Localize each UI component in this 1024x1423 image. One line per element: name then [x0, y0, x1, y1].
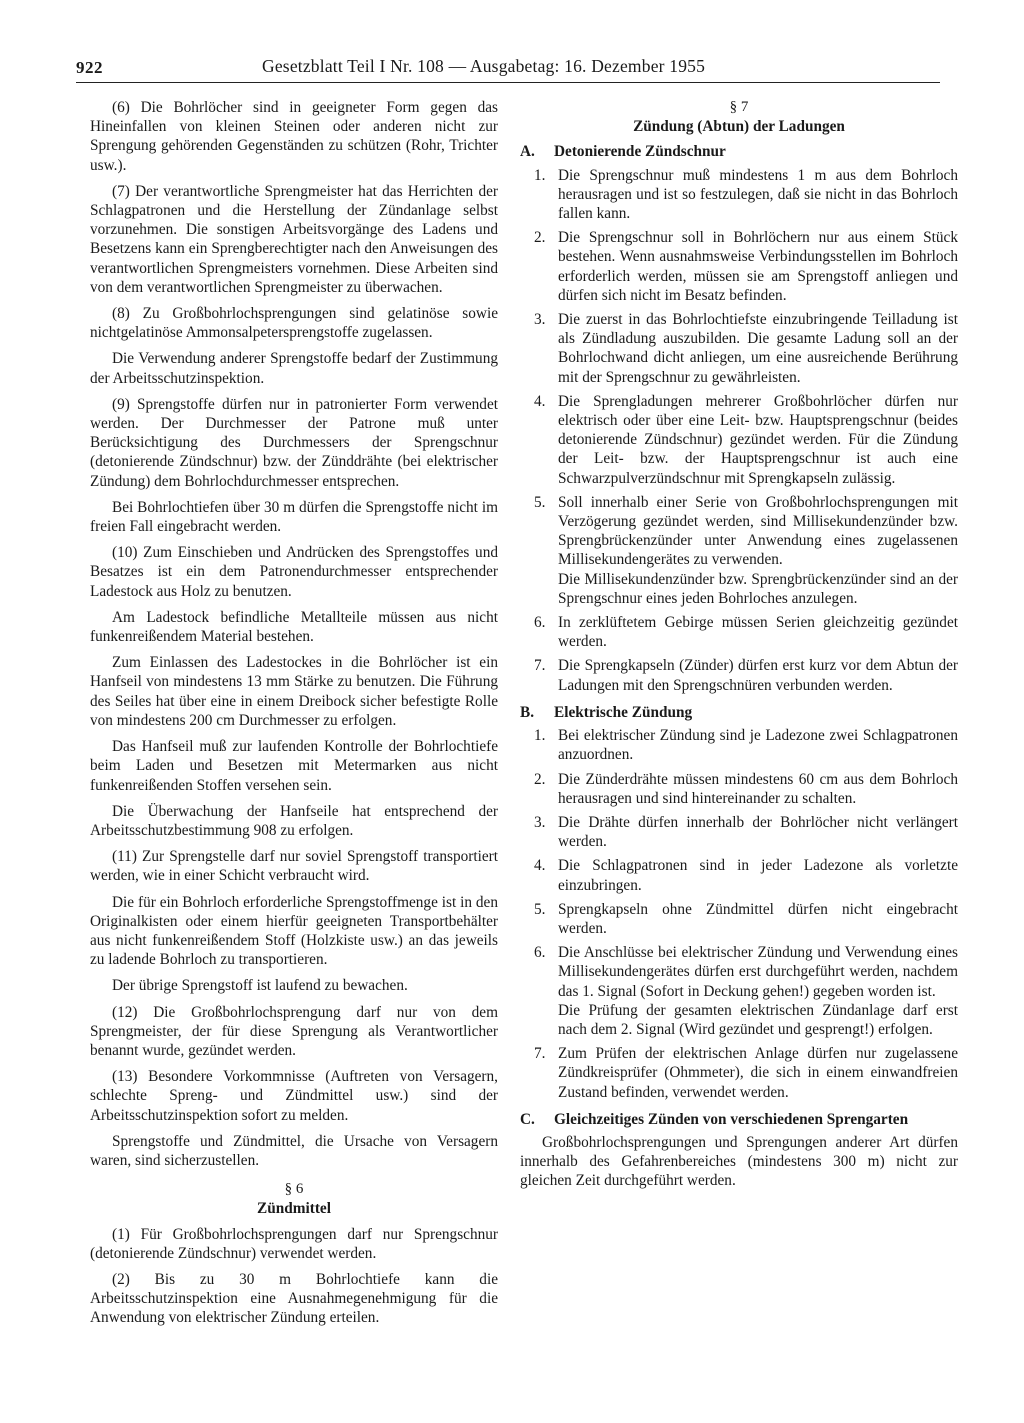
- subsection-c-heading: [520, 1110, 958, 1129]
- subsection-a-title: Detonierende Zündschnur: [554, 143, 726, 161]
- section-7-heading: § 7: [729, 99, 749, 115]
- paragraph-11: (11) Zur Sprengstelle darf nur soviel Sprengstoff transportiert werden, wie in einer Schicht verbraucht wird.: [90, 848, 498, 885]
- item-text-continued: Die Millisekundenzünder bzw. Sprengbrückenzünder sind an der Sprengschnur eines jeden Bohrloches anzulegen.: [558, 570, 958, 607]
- item-number: 7.: [534, 1045, 546, 1063]
- item-text: Sprengkapseln ohne Zündmittel dürfen nicht eingebracht werden.: [558, 900, 958, 937]
- list-item: [520, 726, 958, 764]
- item-text: Die Sprengkapseln (Zünder) dürfen erst kurz vor dem Abtun der Ladungen mit den Sprengschnüren verbunden werden.: [558, 657, 958, 694]
- subsection-c-text: Großbohrlochsprengungen und Sprengungen anderer Art dürfen innerhalb des Gefahrenbereiches (mindestens 300 m) nicht zur gleichen Zeit durchgeführt werden.: [520, 1133, 958, 1190]
- list-item: [520, 770, 958, 808]
- item-number: 6.: [534, 944, 546, 962]
- subsection-a-heading: [520, 142, 958, 161]
- paragraph-13: (13) Besondere Vorkommnisse (Auftreten von Versagern, schlechte Spreng- und Zündmittel usw.) sind der Arbeitsschutzinspektion sofort zu melden.: [90, 1068, 498, 1124]
- paragraph-11-bewachung: Der übrige Sprengstoff ist laufend zu bewachen.: [112, 977, 408, 995]
- item-number: 7.: [534, 657, 546, 675]
- list-item: [520, 166, 958, 224]
- item-number: 5.: [534, 900, 546, 918]
- section-7-title: Zündung (Abtun) der Ladungen: [633, 118, 845, 136]
- item-text: Bei elektrischer Zündung sind je Ladezone zwei Schlagpatronen anzuordnen.: [558, 727, 958, 764]
- item-text: Die zuerst in das Bohrlochtiefste einzubringende Teilladung ist als Zündladung auszubilden. Die gesamte Ladung soll an der Bohrlochwand dicht anliegen, um eine ausreichende Berührung mit der Sprengschnur zu gewährleisten.: [558, 311, 958, 386]
- item-text: Soll innerhalb einer Serie von Großbohrlochsprengungen mit Verzögerung gezündet werden, sind Millisekundenzünder bzw. Sprengbrückenzünder unter Anwendung eines zugelassenen Millisekundengerätes zu verwenden.: [558, 493, 958, 569]
- section-6-paragraph-1: (1) Für Großbohrlochsprengungen darf nur Sprengschnur (detonierende Zündschnur) verwendet werden.: [90, 1225, 498, 1262]
- subsection-c-title: Gleichzeitiges Zünden von verschiedenen Sprengarten: [554, 1110, 909, 1128]
- item-number: 1.: [534, 166, 546, 184]
- paragraph-10-ladestock: Am Ladestock befindliche Metallteile müssen aus nicht funkenreißendem Material bestehen.: [90, 608, 498, 646]
- subsection-b-title: Elektrische Zündung: [554, 703, 693, 721]
- paragraph-10-ueberwachung: Die Überwachung der Hanfseile hat entsprechend der Arbeitsschutzbestimmung 908 zu erfolgen.: [90, 802, 498, 839]
- list-item: [520, 493, 958, 608]
- item-text-group: [558, 943, 958, 1039]
- item-text: Zum Prüfen der elektrischen Anlage dürfen nur zugelassene Zündkreisprüfer (Ohmmeter), die sich in einem einwandfreien Zustand befinden, verwendet werden.: [558, 1045, 958, 1101]
- paragraph-9: (9) Sprengstoffe dürfen nur in patronierter Form verwendet werden. Der Durchmesser der Patrone muß unter Berücksichtigung des Durchmessers der Sprengschnur (detonierende Zündschnur) bzw. der Zünddrähte (bei elektrischer Zündung) dem Bohrlochdurchmesser entsprechen.: [90, 395, 498, 490]
- item-number: 1.: [534, 727, 546, 745]
- header-title: Gesetzblatt Teil I Nr. 108 — Ausgabetag: 16. Dezember 1955: [262, 56, 706, 76]
- item-text: Die Sprengschnur muß mindestens 1 m aus dem Bohrloch herausragen und ist so festzulegen, daß sie nicht in das Bohrloch fallen kann.: [558, 166, 958, 223]
- item-text: Die Anschlüsse bei elektrischer Zündung und Verwendung eines Millisekundengerätes dürfen erst durchgeführt werden, nachdem das 1. Signal (Sofort in Deckung gehen!) gegeben worden ist.: [558, 944, 958, 1000]
- list-item: [520, 613, 958, 651]
- item-number: 3.: [534, 813, 546, 831]
- list-item: [520, 900, 958, 938]
- item-text: Die Drähte dürfen innerhalb der Bohrlöcher nicht verlängert werden.: [558, 813, 958, 851]
- section-6-title: Zündmittel: [257, 1200, 331, 1218]
- list-item: [520, 656, 958, 694]
- page-number: 922: [76, 58, 103, 77]
- page-header: [76, 52, 940, 83]
- item-text: Die Sprengladungen mehrerer Großbohrlöcher dürfen nur elektrisch oder über eine Leit- bzw. Hauptsprengschnur (beides detonierende Zündschnur) gezündet werden. Für die Zündung der Leit- bzw. der Hauptsprengschnur ist auch eine Schwarzpulverzündschnur mit Sprengkapseln zulässig.: [558, 392, 958, 487]
- paragraph-6: (6) Die Bohrlöcher sind in geeigneter Form gegen das Hineinfallen von kleinen Steinen oder anderen nicht zur Sprengung gehörenden Gegenständen zu schützen (Rohr, Trichter usw.).: [90, 99, 498, 174]
- paragraph-13-continued: Sprengstoffe und Zündmittel, die Ursache von Versagern waren, sind sicherzustellen.: [90, 1132, 498, 1169]
- item-text: Die Sprengschnur soll in Bohrlöchern nur aus einem Stück bestehen. Wenn ausnahmsweise Verbindungsstellen im Bohrloch erforderlich werden, müssen sie am Sprengstoff anliegen und dürfen sich nicht im Besatz befinden.: [558, 229, 958, 304]
- item-number: 2.: [534, 229, 546, 247]
- paragraph-12: (12) Die Großbohrlochsprengung darf nur von dem Sprengmeister, der für diese Sprengung als Verantwortlicher benannt wurde, gezündet werden.: [90, 1003, 498, 1059]
- item-text-continued: Die Prüfung der gesamten elektrischen Zündanlage darf erst nach dem 2. Signal (Wird gezündet und gesprengt!) erfolgen.: [558, 1001, 958, 1038]
- item-number: 4.: [534, 392, 546, 410]
- paragraph-10-hanfseil: Zum Einlassen des Ladestockes in die Bohrlöcher ist ein Hanfseil von mindestens 13 mm Stärke zu benutzen. Die Führung des Seiles hat über eine in einem Dreibock sicher befestigte Rolle von mindestens 200 cm Durchmesser zu erfolgen.: [90, 654, 498, 729]
- list-item: [520, 943, 958, 1039]
- item-text: Die Zünderdrähte müssen mindestens 60 cm aus dem Bohrloch herausragen und sind hintereinander zu schalten.: [558, 770, 958, 807]
- list-item: [520, 1044, 958, 1102]
- item-text-group: [558, 493, 958, 608]
- right-column: [520, 98, 958, 1195]
- item-text: Die Schlagpatronen sind in jeder Ladezone als vorletzte einzubringen.: [558, 857, 958, 894]
- section-6-paragraph-2: (2) Bis zu 30 m Bohrlochtiefe kann die Arbeitsschutzinspektion eine Ausnahmegenehmigung für die Anwendung von elektrischer Zündung erteilen.: [90, 1270, 498, 1327]
- item-number: 6.: [534, 614, 546, 632]
- list-item: [520, 228, 958, 305]
- paragraph-11-transport: Die für ein Bohrloch erforderliche Sprengstoffmenge ist in den Originalkisten oder einem hierfür geeigneten Transportbehälter aus nicht funkenreißendem Stoff (Holzkiste usw.) an das jeweils zu ladende Bohrloch zu transportieren.: [90, 893, 498, 969]
- paragraph-10-metermarken: Das Hanfseil muß zur laufenden Kontrolle der Bohrlochtiefe beim Laden und Besetzen mit Metermarken aus nicht funkenreißenden Stoffen versehen sein.: [90, 738, 498, 794]
- subsection-b-letter: B.: [520, 703, 535, 721]
- paragraph-10: (10) Zum Einschieben und Andrücken des Sprengstoffes und Besatzes ist ein dem Patronendurchmesser entsprechender Ladestock aus Holz zu benutzen.: [90, 544, 498, 600]
- item-text: In zerklüftetem Gebirge müssen Serien gleichzeitig gezündet werden.: [558, 614, 958, 651]
- list-item: [520, 856, 958, 894]
- item-number: 5.: [534, 493, 546, 511]
- paragraph-8: (8) Zu Großbohrlochsprengungen sind gelatinöse sowie nichtgelatinöse Ammonsalpetersprengstoffe zugelassen.: [90, 305, 498, 342]
- paragraph-7: (7) Der verantwortliche Sprengmeister hat das Herrichten der Schlagpatronen und die Herstellung der Zündanlage selbst vorzunehmen. Die sonstigen Arbeitsvorgänge des Ladens und Besetzens kann ein Sprengberechtigter nach den Anweisungen des verantwortlichen Sprengmeisters vornehmen. Diese Arbeiten sind von dem verantwortlichen Sprengmeister zu überwachen.: [90, 182, 498, 296]
- list-item: [520, 392, 958, 488]
- section-6-heading: § 6: [284, 1181, 304, 1198]
- subsection-c-letter: C.: [520, 1110, 535, 1128]
- item-number: 3.: [534, 311, 546, 329]
- paragraph-8-continued: Die Verwendung anderer Sprengstoffe bedarf der Zustimmung der Arbeitsschutzinspektion.: [90, 350, 498, 387]
- subsection-a-letter: A.: [520, 143, 535, 161]
- item-number: 2.: [534, 770, 546, 788]
- list-item: [520, 813, 958, 851]
- list-item: [520, 310, 958, 387]
- item-number: 4.: [534, 857, 546, 875]
- paragraph-9-continued: Bei Bohrlochtiefen über 30 m dürfen die Sprengstoffe nicht im freien Fall eingebracht werden.: [90, 498, 498, 536]
- left-column: [90, 98, 498, 1335]
- subsection-b-heading: [520, 703, 958, 722]
